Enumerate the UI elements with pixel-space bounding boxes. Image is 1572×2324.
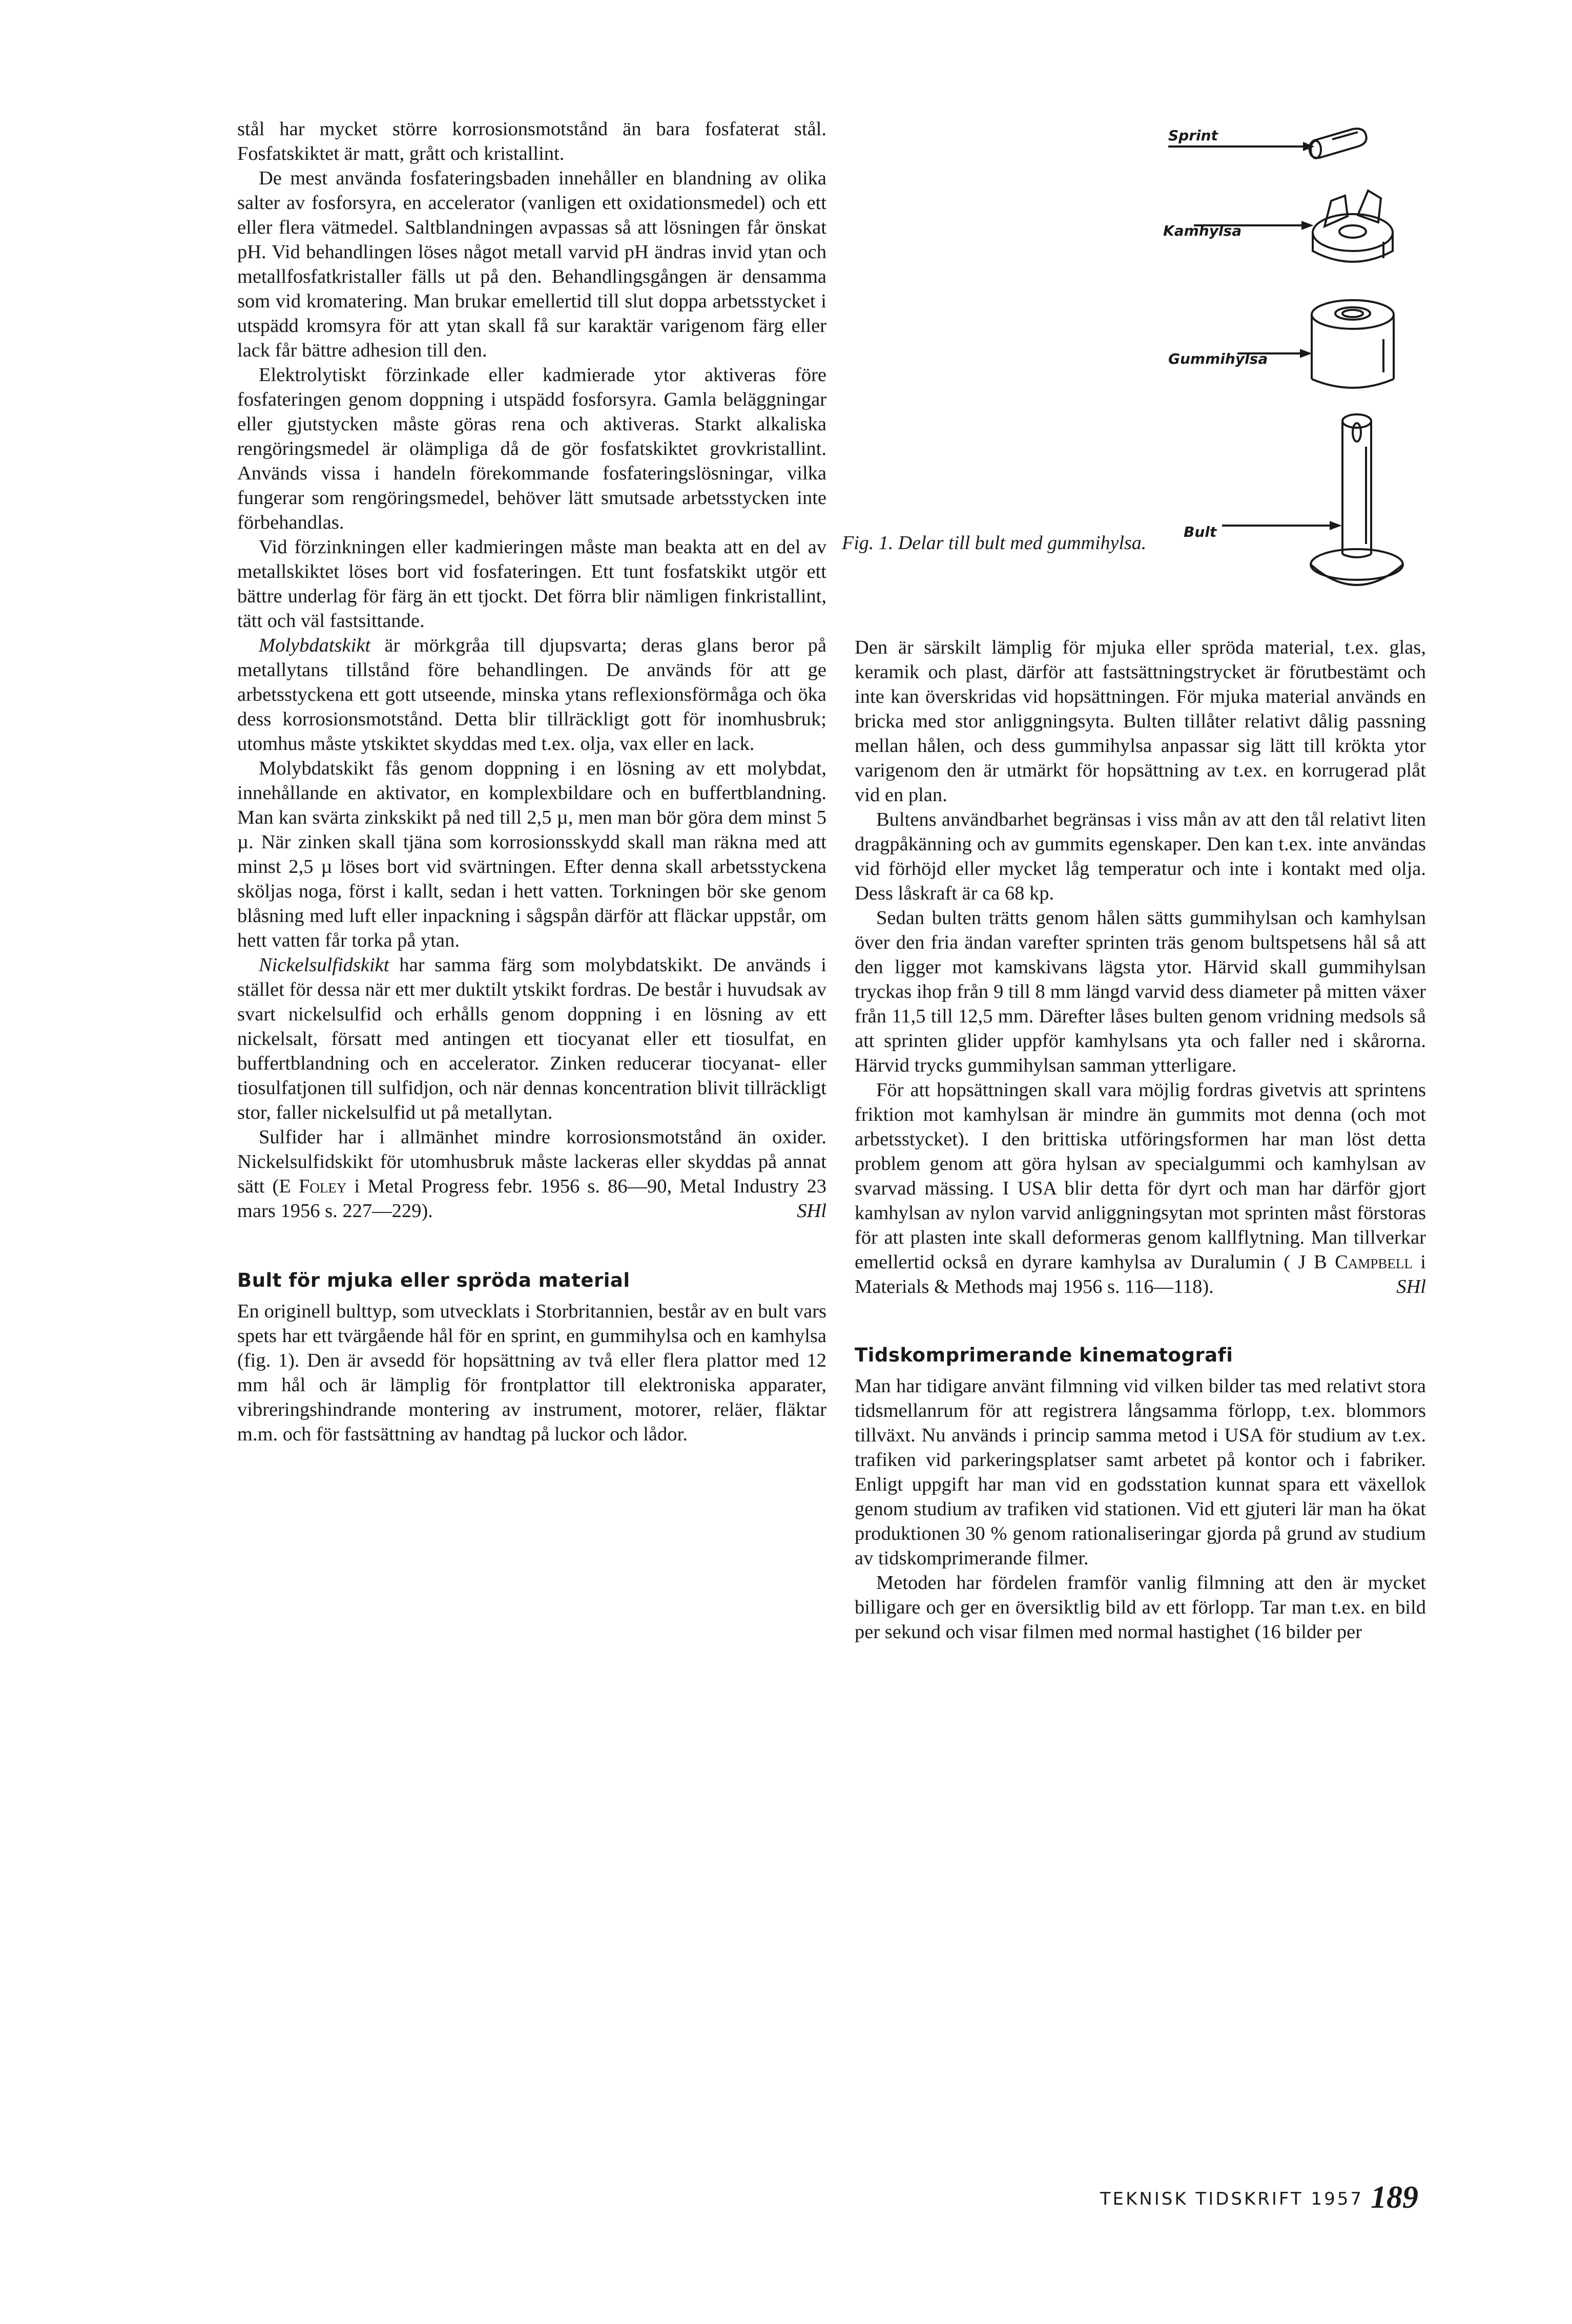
- paragraph: Sedan bulten trätts genom hålen sätts gummihylsan och kamhylsan över den fria ändan varefter sprinten träs genom bultspetsens hål så att den ligger mot kamskivans lägsta ytor. Härvid skall gummihylsan tryckas ihop från 9 till 8 mm längd varvid dess diameter på mitten växer från 11,5 till 12,5 mm. Därefter låses bulten genom vridning medsols så att sprinten glider uppför kamhylsans yta och faller ned i skårorna. Härvid trycks gummihylsan samman ytterligare.: [855, 907, 1426, 1076]
- paragraph: Metoden har fördelen framför vanlig filmning att den är mycket billigare och ger en översiktlig bild av ett förlopp. Tar man t.ex. en bild per sekund och visar filmen med normal hastighet (16 bilder per: [855, 1572, 1426, 1643]
- arrowhead: [1301, 350, 1309, 357]
- arrowhead: [1302, 222, 1311, 228]
- paragraph: [855, 1078, 1426, 1299]
- section-heading: Bult för mjuka eller spröda material: [237, 1269, 630, 1291]
- label-gummihylsa: Gummihylsa: [1168, 350, 1268, 367]
- author-name: Foley: [298, 1176, 347, 1197]
- bult-drawing: [1311, 414, 1403, 585]
- paragraph-text: Sulfider har i allmänhet mindre korrosionsmotstånd än oxider. Nickelsulfidskikt för utomhusbruk måste lackeras eller skyddas på annat sätt (E: [237, 1126, 826, 1197]
- paragraph: [237, 633, 826, 756]
- paragraph: En originell bulttyp, som utvecklats i Storbritannien, består av en bult vars spets har ett tvärgående hål för en sprint, en gummihylsa och en kamhylsa (fig. 1). Den är avsedd för hopsättning av två eller flera plattor med 12 mm hål och är lämplig för frontplattor till elektroniska apparater, vibreringshindrande montering av instrument, motorer, reläer, fläktar m.m. och för fastsättning av handtag på luckor och lådor.: [237, 1301, 826, 1445]
- term-molybdatskikt: Molybdatskikt: [259, 635, 371, 656]
- kamhylsa-drawing: [1313, 191, 1393, 262]
- label-bult: Bult: [1184, 524, 1217, 540]
- term-nickelsulfidskikt: Nickelsulfidskikt: [259, 954, 389, 976]
- paragraph-text: har samma färg som molybdatskikt. De används i stället för dessa när ett mer duktilt ytskikt fordras. De består i huvudsak av svart nickelsulfid och erhålls genom doppning i en lösning av ett nickelsalt, försatt med antingen ett tiocyanat eller ett tiosulfat, en buffertblandning och en accelerator. Zinken reducerar tiocyanat- eller tiosulfatjonen till sulfidjon, och när dennas koncentration blivit tillräckligt stor, faller nickelsulfid ut på metallytan.: [237, 954, 826, 1123]
- paragraph: Den är särskilt lämplig för mjuka eller spröda material, t.ex. glas, keramik och plast, därför att fastsättningstrycket är förutbestämt och inte kan överskridas vid hopsättningen. För mjuka material används en bricka med stor anliggningsyta. Bulten tillåter relativt dålig passning mellan hålen, och dess gummihylsa anpassar sig lätt till krökta ytor varigenom den är utmärkt för hopsättning av t.ex. en korrugerad plåt vid en plan.: [855, 637, 1426, 806]
- paragraph: Elektrolytiskt förzinkade eller kadmierade ytor aktiveras före fosfateringen genom doppning i utspädd fosforsyra. Gamla beläggningar eller gjutstycken måste göras rena och aktiveras. Starkt alkaliska rengöringsmedel är olämpliga då de gör fosfatskiktet grovkristallint. Används vissa i handeln förekommande fosfateringslösningar, vilka fungerar som rengöringsmedel, behöver lätt smutsade arbetsstycken inte förbehandlas.: [237, 364, 826, 533]
- figure-caption: Fig. 1. Delar till bult med gummihylsa.: [842, 532, 1147, 554]
- paragraph: De mest använda fosfateringsbaden innehåller en blandning av olika salter av fosforsyra, en accelerator (vanligen ett oxidationsmedel) och ett eller flera vätmedel. Saltblandningen avpassas så att lösningen får önskat pH. Vid behandlingen löses något metall varvid pH ändras invid ytan och metallfosfatkristaller fälls ut på den. Behandlingsgången är densamma som vid kromatering. Man brukar emellertid till slut doppa arbetsstycket i utspädd kromsyra för att ytan skall få sur karaktär varigenom färg eller lack får bättre adhesion till den.: [237, 168, 826, 361]
- paragraph: Molybdatskikt fås genom doppning i en lösning av ett molybdat, innehållande en aktivator, en komplexbildare och en buffertblandning. Man kan svärta zinkskikt på ned till 2,5 µ, men man bör göra dem minst 5 µ. När zinken skall tjäna som korrosionsskydd skall man räkna med att minst 2,5 µ löses bort vid svärtningen. Efter denna skall arbetsstyckena sköljas noga, först i kallt, sedan i hett vatten. Torkningen bör ske genom blåsning med luft eller inpackning i sågspån därför att fläckar uppstår, om hett vatten får torka på ytan.: [237, 758, 826, 951]
- author-name: Campbell: [1335, 1251, 1413, 1273]
- journal-name: TEKNISK TIDSKRIFT 1957: [1100, 2189, 1363, 2209]
- paragraph: [237, 1125, 826, 1223]
- label-kamhylsa: Kamhylsa: [1163, 222, 1242, 239]
- paragraph-text: i Materials & Methods maj 1956 s. 116—118).: [855, 1251, 1426, 1297]
- paragraph: stål har mycket större korrosionsmotstånd än bara fosfaterat stål. Fosfatskiktet är matt, grått och kristallint.: [237, 118, 826, 164]
- gummihylsa-drawing: [1312, 300, 1394, 388]
- left-column: [237, 117, 826, 1447]
- label-sprint: Sprint: [1168, 127, 1218, 144]
- sprint-drawing: [1310, 129, 1367, 158]
- paragraph: Bultens användbarhet begränsas i viss mån av att den tål relativt liten dragpåkänning och av gummits egenskaper. Den kan t.ex. inte användas vid förhöjd eller mycket låg temperatur och inte i kontakt med olja. Dess låskraft är ca 68 kp.: [855, 809, 1426, 904]
- paragraph: Man har tidigare använt filmning vid vilken bilder tas med relativt stora tidsmellanrum för att registrera långsamma förlopp, t.ex. blommors tillväxt. Nu används i princip samma metod i USA för studium av t.ex. trafiken vid parkeringsplatser samt arbetet på kontor och i fabriker. Enligt uppgift har man vid en godsstation kunnat spara ett växellok genom studium av trafiken vid stationen. Vid ett gjuteri lär man ha ökat produktionen 30 % genom rationaliseringar gjorda på grund av studium av tidskomprimerande filmer.: [855, 1375, 1426, 1569]
- signature: SHl: [1396, 1276, 1426, 1297]
- section-heading: Tidskomprimerande kinematografi: [855, 1344, 1233, 1366]
- right-column: [855, 635, 1426, 1644]
- arrowhead: [1331, 522, 1339, 529]
- paragraph-text: För att hopsättningen skall vara möjlig fordras givetvis att sprintens friktion mot kamhylsan är mindre än gummits mot denna (och mot arbetsstycket). I den brittiska utföringsformen har man löst detta problem genom att göra hylsan av specialgummi och kamhylsan av svarvad mässing. I USA blir detta för dyrt och man har därför gjort kamhylsan av nylon varvid anliggningsytan mot sprinten måst förstoras för att plasten inte skall deformeras genom kallflytning. Man tillverkar emellertid också en dyrare kamhylsa av Duralumin ( J B: [855, 1079, 1426, 1273]
- page-footer: [1049, 2180, 1418, 2215]
- paragraph: Vid förzinkningen eller kadmieringen måste man beakta att en del av metallskiktet löses bort vid fosfateringen. Ett tunt fosfatskikt utgör ett bättre underlag för färg än ett tjockt. Det förra blir nämligen finkristallint, tätt och väl fastsittande.: [237, 536, 826, 632]
- signature: SHl: [797, 1200, 826, 1222]
- page-number: 189: [1371, 2180, 1418, 2215]
- paragraph-text: i Metal Progress febr. 1956 s. 86—90, Metal Industry 23 mars 1956 s. 227—229).: [237, 1176, 826, 1222]
- paragraph-text: är mörkgråa till djupsvarta; deras glans beror på metallytans tillstånd före behandlingen. De används för att ge arbetsstyckena ett gott utseende, minska ytans reflexionsförmåga och öka dess korrosionsmotstånd. Detta blir tillräckligt gott för inomhusbruk; utomhus måste ytskiktet skyddas med t.ex. olja, vax eller en lack.: [237, 635, 826, 755]
- paragraph: [237, 953, 826, 1125]
